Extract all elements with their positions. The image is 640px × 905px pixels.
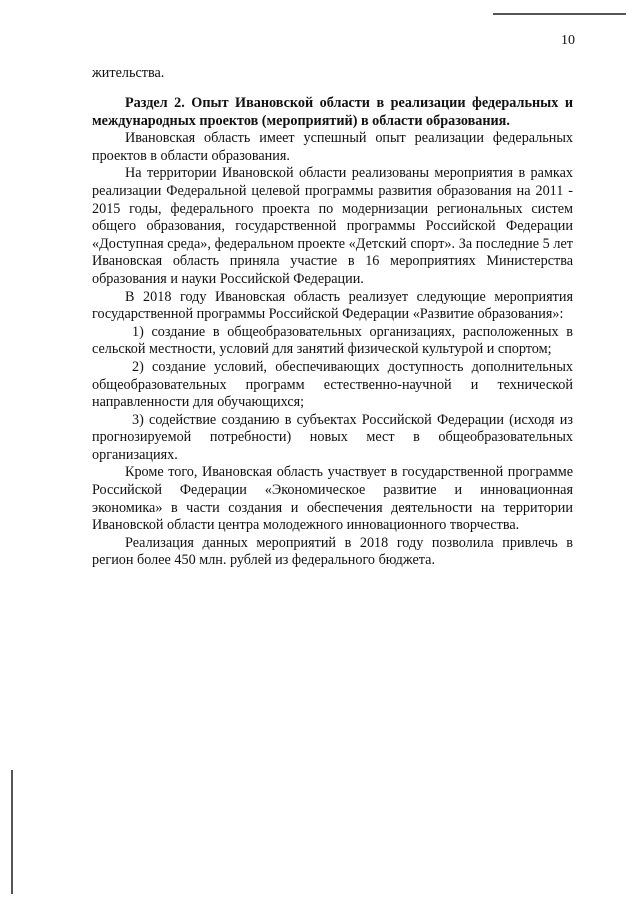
section-heading: Раздел 2. Опыт Ивановской области в реализации федеральных и международных проектов (мероприятий) в области образования. [92, 95, 573, 129]
paragraph: Реализация данных мероприятий в 2018 году позволила привлечь в регион более 450 млн. рублей из федерального бюджета. [92, 534, 573, 569]
scan-artifact-line [493, 13, 626, 15]
paragraph: В 2018 году Ивановская область реализует следующие мероприятия государственной программы Российской Федерации «Развитие образования»: [92, 288, 573, 323]
list-item: 3) содействие созданию в субъектах Российской Федерации (исходя из прогнозируемой потребности) новых мест в общеобразовательных организациях. [92, 411, 573, 463]
section-2 [92, 95, 573, 570]
list-item: 1) создание в общеобразовательных организациях, расположенных в сельской местности, условий для занятий физической культурой и спортом; [92, 323, 573, 358]
paragraph: Ивановская область имеет успешный опыт реализации федеральных проектов в области образования. [92, 130, 573, 164]
page-number: 10 [561, 33, 575, 48]
scan-artifact-line [11, 770, 13, 894]
paragraph: Кроме того, Ивановская область участвует в государственной программе Российской Федерации «Экономическое развитие и инновационная экономика» в части создания и обеспечения деятельности на территории Ивановской области центра молодежного инновационного творчества. [92, 464, 573, 534]
list-item: 2) создание условий, обеспечивающих доступность дополнительных общеобразовательных программ естественно-научной и технической направленности для обучающихся; [92, 358, 573, 411]
paragraph: На территории Ивановской области реализованы мероприятия в рамках реализации Федеральной целевой программы развития образования на 2011 - 2015 годы, федерального проекта по модернизации региональных систем общего образования, государственной программы Российской Федерации «Доступная среда», федеральном проекте «Детский спорт». За последние 5 лет Ивановская область приняла участие в 16 мероприятиях Министерства образования и науки Российской Федерации. [92, 165, 573, 287]
continuation-text: жительства. [92, 65, 165, 81]
